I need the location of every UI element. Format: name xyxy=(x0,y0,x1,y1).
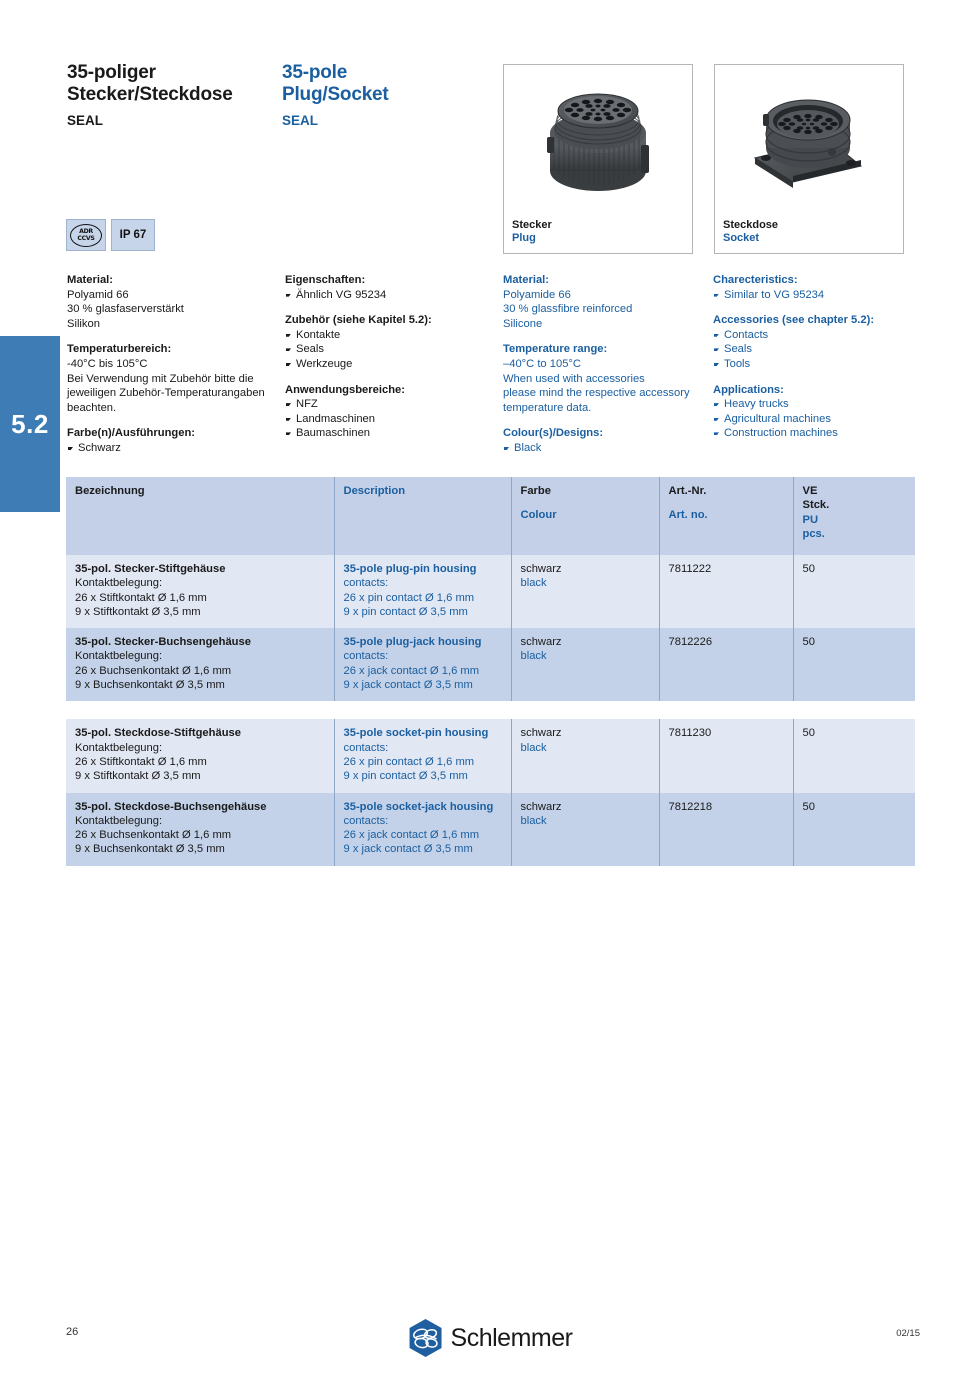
product-detail-de: Kontaktbelegung: xyxy=(75,577,163,590)
cell-ve xyxy=(793,555,915,628)
product-detail-en: contacts: xyxy=(343,577,389,590)
colour-de: schwarz xyxy=(520,800,562,813)
page-title-de-line1: 35-poliger xyxy=(67,62,156,83)
ip-rating-badge xyxy=(111,219,155,251)
product-detail-en: 26 x jack contact Ø 1,6 mm xyxy=(343,829,480,842)
table-row-spacer xyxy=(66,701,915,719)
column-header-label: pcs. xyxy=(802,527,825,540)
product-detail-en: contacts: xyxy=(343,814,389,827)
spec-heading-applications-en: Applications: xyxy=(713,383,784,396)
spec-heading-material-en: Material: xyxy=(503,274,550,286)
page-subtitle-en: SEAL xyxy=(282,113,319,128)
spec-heading-colour-en: Colour(s)/Designs: xyxy=(503,427,604,440)
spec-heading-temperature-de: Temperaturbereich: xyxy=(67,343,172,356)
product-detail-en: 9 x jack contact Ø 3,5 mm xyxy=(343,679,473,692)
page-number: 26 xyxy=(66,1326,79,1338)
packaging-unit: 50 xyxy=(802,800,815,813)
list-item: Landmaschinen xyxy=(285,412,490,427)
spec-material-line: Silicone xyxy=(503,317,543,330)
table-header-row xyxy=(66,477,915,555)
badge-group xyxy=(66,219,155,251)
article-number: 7811230 xyxy=(668,727,712,740)
list-item: Baumaschinen xyxy=(285,426,490,441)
product-name-en: 35-pole plug-pin housing xyxy=(343,563,477,575)
list-item: Contacts xyxy=(713,328,923,343)
ip-rating-label: IP 67 xyxy=(119,229,147,241)
spec-temperature-line: beachten. xyxy=(67,401,117,414)
product-caption-plug-de: Stecker xyxy=(512,219,552,231)
column-header-label: VE xyxy=(802,485,818,497)
product-caption-socket xyxy=(723,219,778,245)
page-title-de xyxy=(67,62,287,128)
product-detail-de: 26 x Buchsenkontakt Ø 1,6 mm xyxy=(75,664,232,677)
spec-heading-accessories-en: Accessories (see chapter 5.2): xyxy=(713,314,875,327)
cell-art-no xyxy=(659,555,793,628)
product-name-de: 35-pol. Stecker-Stiftgehäuse xyxy=(75,563,226,575)
product-detail-de: 26 x Buchsenkontakt Ø 1,6 mm xyxy=(75,829,232,842)
column-header-label: Art.-Nr. xyxy=(668,485,707,497)
column-header-ve xyxy=(793,477,915,555)
product-detail-de: 9 x Stiftkontakt Ø 3,5 mm xyxy=(75,770,201,783)
product-detail-en: 9 x pin contact Ø 3,5 mm xyxy=(343,770,468,783)
brand-logo xyxy=(408,1318,573,1358)
cell-colour xyxy=(511,719,659,792)
list-item: Black xyxy=(503,441,710,456)
product-card-plug xyxy=(503,64,693,254)
list-item: Construction machines xyxy=(713,426,923,441)
spec-colour-list-en xyxy=(503,441,710,456)
spec-material-line: Silikon xyxy=(67,317,100,330)
cell-description xyxy=(334,793,511,866)
cell-ve xyxy=(793,628,915,701)
colour-en: black xyxy=(520,650,547,663)
list-item: Seals xyxy=(713,342,923,357)
product-caption-plug-en: Plug xyxy=(512,232,536,244)
list-item: Werkzeuge xyxy=(285,357,490,372)
column-header-description xyxy=(334,477,511,555)
product-name-en: 35-pole socket-jack housing xyxy=(343,800,494,813)
cell-art-no xyxy=(659,628,793,701)
spec-column-material-de xyxy=(67,273,279,456)
colour-de: schwarz xyxy=(520,727,562,740)
spec-column-properties-en xyxy=(713,273,923,441)
cell-bezeichnung xyxy=(66,719,334,792)
product-detail-en: 9 x pin contact Ø 3,5 mm xyxy=(343,605,468,618)
packaging-unit: 50 xyxy=(802,563,815,575)
product-name-de: 35-pol. Steckdose-Buchsengehäuse xyxy=(75,800,267,813)
spec-heading-colour-de: Farbe(n)/Ausführungen: xyxy=(67,427,196,440)
product-detail-en: 26 x pin contact Ø 1,6 mm xyxy=(343,591,475,604)
product-detail-en: contacts: xyxy=(343,741,389,754)
product-detail-de: 26 x Stiftkontakt Ø 1,6 mm xyxy=(75,755,207,768)
packaging-unit: 50 xyxy=(802,636,815,649)
colour-de: schwarz xyxy=(520,563,562,575)
column-header-label: Farbe xyxy=(520,485,551,497)
spec-heading-applications-de: Anwendungsbereiche: xyxy=(285,383,405,396)
product-detail-de: 9 x Stiftkontakt Ø 3,5 mm xyxy=(75,605,201,618)
colour-en: black xyxy=(520,577,547,590)
list-item: Seals xyxy=(285,342,490,357)
cell-bezeichnung xyxy=(66,628,334,701)
spec-properties-list-de xyxy=(285,288,490,303)
brand-name: Schlemmer xyxy=(450,1323,573,1352)
product-detail-en: contacts: xyxy=(343,650,389,663)
cell-colour xyxy=(511,793,659,866)
column-header-bezeichnung xyxy=(66,477,334,555)
column-header-art-nr xyxy=(659,477,793,555)
column-header-label: Bezeichnung xyxy=(75,485,145,497)
article-number: 7812218 xyxy=(668,800,713,813)
list-item: Kontakte xyxy=(285,328,490,343)
product-caption-socket-en: Socket xyxy=(723,232,760,244)
spec-temperature-line: temperature data. xyxy=(503,401,592,414)
column-header-label: Art. no. xyxy=(668,509,708,522)
product-name-en: 35-pole plug-jack housing xyxy=(343,636,482,649)
spec-accessories-list-en xyxy=(713,328,923,372)
page-title-de-line2: Stecker/Steckdose xyxy=(67,84,233,105)
footer-date-code: 02/15 xyxy=(896,1328,920,1339)
colour-en: black xyxy=(520,814,547,827)
cell-description xyxy=(334,628,511,701)
cell-colour xyxy=(511,628,659,701)
product-detail-de: Kontaktbelegung: xyxy=(75,741,163,754)
spec-colour-list-de xyxy=(67,441,279,456)
plug-photo-icon xyxy=(504,69,692,209)
spec-heading-material-de: Material: xyxy=(67,274,114,286)
article-number: 7812226 xyxy=(668,636,713,649)
list-item: Heavy trucks xyxy=(713,397,923,412)
cell-art-no xyxy=(659,793,793,866)
article-number: 7811222 xyxy=(668,563,712,575)
spec-column-properties-de xyxy=(285,273,490,441)
spec-temperature-line: -40°C bis 105°C xyxy=(67,357,148,370)
chapter-number: 5.2 xyxy=(11,408,49,439)
list-item: Agricultural machines xyxy=(713,412,923,427)
adr-emblem-icon xyxy=(70,224,102,247)
product-detail-en: 26 x jack contact Ø 1,6 mm xyxy=(343,664,480,677)
table-row xyxy=(66,719,915,792)
spec-material-line: Polyamid 66 xyxy=(67,288,129,301)
product-name-de: 35-pol. Stecker-Buchsengehäuse xyxy=(75,636,251,649)
spec-material-line: 30 % glasfaserverstärkt xyxy=(67,303,184,316)
spec-heading-temperature-en: Temperature range: xyxy=(503,343,608,356)
spec-characteristics-list-en xyxy=(713,288,923,303)
product-detail-de: Kontaktbelegung: xyxy=(75,814,163,827)
colour-de: schwarz xyxy=(520,636,562,649)
spec-temperature-line: jeweiligen Zubehör-Temperaturangaben xyxy=(67,387,265,400)
spec-material-line: 30 % glassfibre reinforced xyxy=(503,303,633,316)
page-title-en-line1: 35-pole xyxy=(282,62,348,83)
adr-emblem-bottom: CCVS xyxy=(77,235,95,242)
product-detail-en: 9 x jack contact Ø 3,5 mm xyxy=(343,843,473,856)
spec-temperature-line: Bei Verwendung mit Zubehör bitte die xyxy=(67,372,254,385)
product-detail-de: 9 x Buchsenkontakt Ø 3,5 mm xyxy=(75,843,225,856)
spec-temperature-line: –40°C to 105°C xyxy=(503,357,581,370)
cell-description xyxy=(334,555,511,628)
product-table xyxy=(66,477,915,866)
table-row xyxy=(66,793,915,866)
cell-colour xyxy=(511,555,659,628)
column-header-farbe xyxy=(511,477,659,555)
socket-photo-icon xyxy=(715,69,903,209)
page-footer xyxy=(0,1318,980,1358)
spec-heading-accessories-de: Zubehör (siehe Kapitel 5.2): xyxy=(285,314,432,327)
page-title-en-line2: Plug/Socket xyxy=(282,84,389,105)
spec-accessories-list-de xyxy=(285,328,490,372)
list-item: Schwarz xyxy=(67,441,279,456)
cell-ve xyxy=(793,719,915,792)
spec-applications-list-en xyxy=(713,397,923,441)
spec-heading-properties-de: Eigenschaften: xyxy=(285,274,366,286)
product-card-socket xyxy=(714,64,904,254)
list-item: Tools xyxy=(713,357,923,372)
product-caption-plug xyxy=(512,219,552,245)
product-detail-en: 26 x pin contact Ø 1,6 mm xyxy=(343,755,475,768)
cell-bezeichnung xyxy=(66,555,334,628)
chapter-tab xyxy=(0,336,60,512)
column-header-label: Stck. xyxy=(802,499,830,512)
list-item: Ähnlich VG 95234 xyxy=(285,288,490,303)
column-header-label: Description xyxy=(343,485,406,497)
product-detail-de: 26 x Stiftkontakt Ø 1,6 mm xyxy=(75,591,207,604)
cell-description xyxy=(334,719,511,792)
product-detail-de: Kontaktbelegung: xyxy=(75,650,163,663)
cell-bezeichnung xyxy=(66,793,334,866)
spec-temperature-line: When used with accessories xyxy=(503,372,645,385)
spacer-cell xyxy=(66,701,915,719)
table-row xyxy=(66,628,915,701)
page-title-en xyxy=(282,62,497,128)
page-subtitle-de: SEAL xyxy=(67,113,104,128)
product-name-en: 35-pole socket-pin housing xyxy=(343,727,489,740)
packaging-unit: 50 xyxy=(802,727,815,740)
schlemmer-hexagon-icon xyxy=(408,1318,444,1358)
adr-approval-badge xyxy=(66,219,106,251)
column-header-label: PU xyxy=(802,513,819,526)
cell-art-no xyxy=(659,719,793,792)
product-caption-socket-de: Steckdose xyxy=(723,219,779,231)
spec-material-line: Polyamide 66 xyxy=(503,288,571,301)
column-header-label: Colour xyxy=(520,509,557,522)
colour-en: black xyxy=(520,741,547,754)
spec-column-material-en xyxy=(503,273,710,456)
adr-emblem-top: ADR xyxy=(79,228,93,235)
cell-ve xyxy=(793,793,915,866)
spec-heading-characteristics-en: Charecteristics: xyxy=(713,274,798,286)
spec-applications-list-de xyxy=(285,397,490,441)
list-item: Similar to VG 95234 xyxy=(713,288,923,303)
list-item: NFZ xyxy=(285,397,490,412)
table-row xyxy=(66,555,915,628)
product-name-de: 35-pol. Steckdose-Stiftgehäuse xyxy=(75,727,241,740)
spec-temperature-line: please mind the respective accessory xyxy=(503,387,690,400)
product-detail-de: 9 x Buchsenkontakt Ø 3,5 mm xyxy=(75,679,225,692)
